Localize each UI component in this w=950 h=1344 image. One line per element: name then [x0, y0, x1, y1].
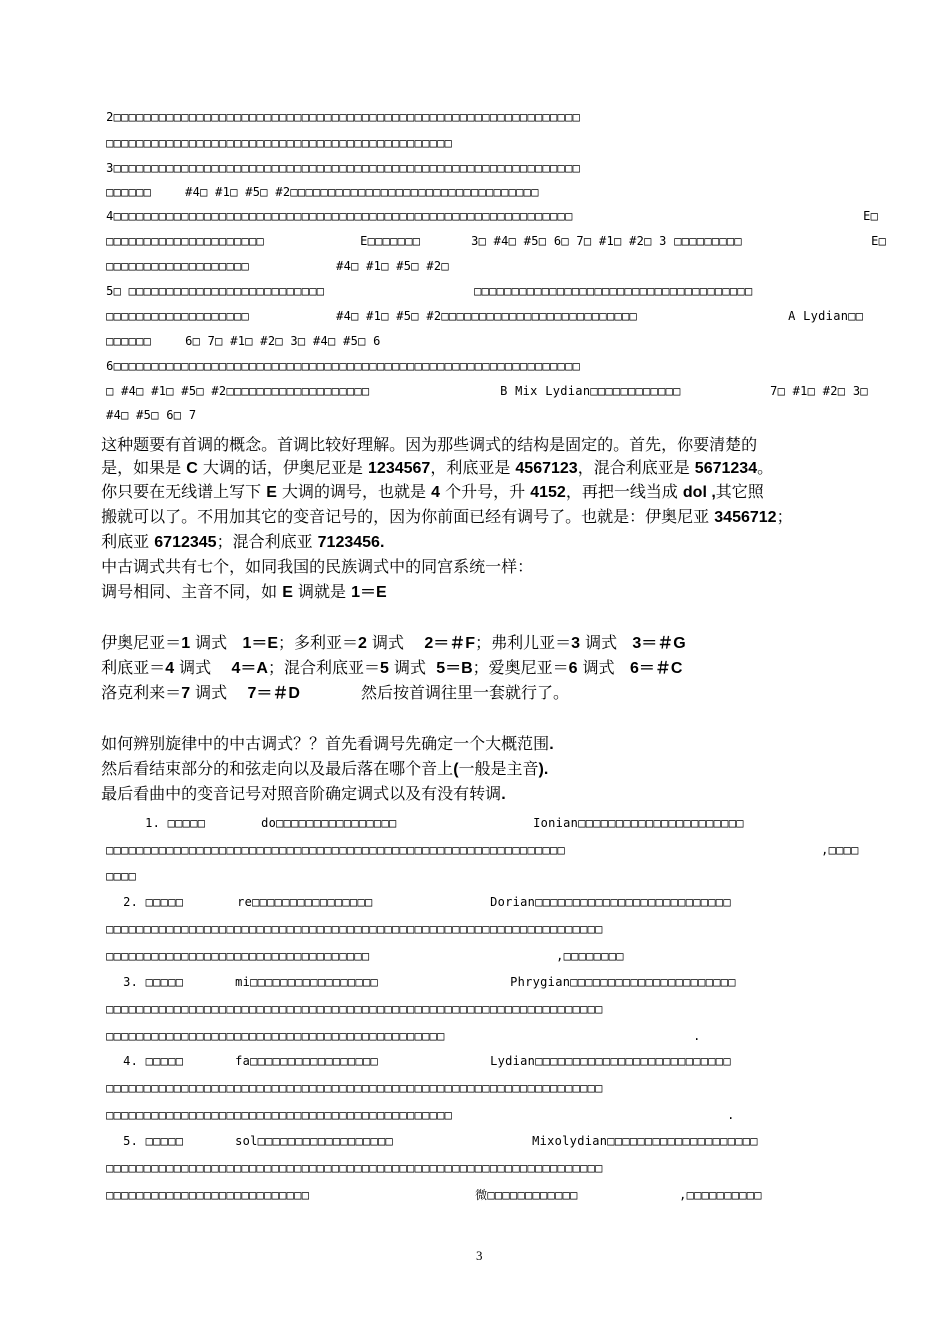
bold-run: . [501, 786, 506, 803]
text-run: 伊奥尼亚＝ [101, 633, 182, 652]
bold-run: 6712345 [154, 534, 217, 551]
text-segment: 5. □□□□□ [123, 1134, 184, 1148]
text-segment: E□ [871, 234, 887, 248]
text-segment: #4□ #1□ #5□ #2□□□□□□□□□□□□□□□□□□□□□□□□□□ [336, 309, 638, 323]
list-line-11 [91, 1067, 603, 1095]
bold-run: 5＝B [436, 660, 473, 677]
text-segment: 6□□□□□□□□□□□□□□□□□□□□□□□□□□□□□□□□□□□□□□□□□□□□□□□□□□□□□□□□□□□□□□ [106, 359, 581, 373]
text-segment: 2. □□□□□ [123, 895, 184, 909]
text-segment: B Mix Lydian□□□□□□□□□□□□ [500, 384, 681, 398]
mode-line-3 [91, 664, 569, 703]
bold-run: 5671234 [694, 460, 758, 477]
list-line-1c [518, 802, 744, 830]
text-segment: re□□□□□□□□□□□□□□□□ [237, 895, 373, 909]
list-line-13b [220, 1120, 393, 1148]
text-segment: □□□□□□□□□□□□□□□□□□□ [106, 309, 250, 323]
text-run: 中古调式共有七个，如同我国的民族调式中的同宫系统一样： [101, 557, 534, 576]
text-segment: □□□□□□□□□□□□□□□□□□□□□□□□□□□□□□□□□□□ [106, 949, 370, 963]
list-line-4b [222, 881, 373, 909]
bold-run: dol , [682, 484, 716, 501]
text-run: ； [776, 507, 793, 526]
garbled-line-6c [456, 220, 742, 248]
text-segment: Dorian□□□□□□□□□□□□□□□□□□□□□□□□□□ [490, 895, 731, 909]
list-line-14 [91, 1147, 603, 1175]
list-line-15b [460, 1174, 578, 1202]
text-run: 然后按首调往里一套就行了。 [300, 683, 570, 702]
text-run: 调式 [577, 658, 630, 677]
text-segment: do□□□□□□□□□□□□□□□□ [261, 816, 397, 830]
list-line-3 [91, 855, 136, 883]
text-run: ；混合利底亚 [216, 532, 318, 551]
text-segment: . [727, 1108, 735, 1122]
list-line-6b [541, 935, 624, 963]
text-segment: #4□ #1□ #5□ #2□□□□□□□□□□□□□□□□□□□□□□□□□□□□□□□□□ [185, 185, 539, 199]
text-segment: Ionian□□□□□□□□□□□□□□□□□□□□□□ [533, 816, 744, 830]
garbled-line-9c [773, 295, 863, 323]
text-segment: □□□□□□□□□□□□□□□□□□□□□□□□□□□□□□□□□□□□□□□□□□□□□□□□□□□□□□□□□□□□□ [106, 843, 566, 857]
text-segment: 5□ □□□□□□□□□□□□□□□□□□□□□□□□□□ [106, 284, 325, 298]
text-segment: □□□□□□□□□□□□□□□□□□□□□□□□□□□□□□□□□□□□□□□□□□□□□□□□□□□□□□□□□□□□□□□□□□ [106, 1002, 603, 1016]
bold-run: 3 [571, 635, 580, 652]
text-segment: fa□□□□□□□□□□□□□□□□□ [235, 1054, 379, 1068]
list-line-13c [517, 1120, 758, 1148]
garbled-line-8 [91, 270, 324, 298]
list-line-7b [220, 961, 378, 989]
text-segment: 微□□□□□□□□□□□□ [475, 1188, 578, 1202]
text-run: ；多利亚＝ [278, 633, 359, 652]
text-segment: 3□ #4□ #5□ 6□ 7□ #1□ #2□ 3 □□□□□□□□□ [471, 234, 742, 248]
bold-run: 4 [165, 660, 175, 677]
text-segment: □□□□□□□□□□□□□□□□□□□□□□□□□□□□□□□□□□□□□□□□□□□□□□ [106, 136, 453, 150]
text-segment: □□□□□□□□□□□□□□□□□□□ [106, 259, 250, 273]
list-line-10b [220, 1040, 378, 1068]
text-run: 调式 [190, 633, 243, 652]
text-run: 是，如果是 [101, 458, 187, 477]
list-line-13 [108, 1120, 183, 1148]
bold-run: 4 [431, 484, 441, 501]
bold-run: ). [538, 761, 549, 778]
text-segment: □□□□□□□□□□□□□□□□□□□□□□□□□□□□□□□□□□□□□□□□□□□□□□□□□□□□□□□□□□□□□□□□□□ [106, 1081, 603, 1095]
text-run: 如何辨别旋律中的中古调式？？首先看调号先确定一个大概范围 [101, 734, 550, 753]
list-line-6 [91, 935, 369, 963]
garbled-line-6 [91, 220, 264, 248]
list-line-2 [91, 829, 565, 857]
bold-run: 5 [380, 660, 389, 677]
text-segment: 3. □□□□□ [123, 975, 184, 989]
text-segment: E□□□□□□□ [360, 234, 421, 248]
text-segment: mi□□□□□□□□□□□□□□□□□ [235, 975, 379, 989]
text-segment: □□□□□□□□□□□□□□□□□□□□□□□□□□□□□□□□□□□□□□□□□□□□□□□□□□□□□□□□□□□□□□□□□□ [106, 1161, 603, 1175]
text-segment: 1. □□□□□ [145, 816, 206, 830]
page-number: 3 [476, 1248, 483, 1263]
list-line-15c [664, 1174, 762, 1202]
garbled-line-7b [321, 245, 449, 273]
garbled-line-10 [91, 320, 151, 348]
bold-run: 3＝＃G [632, 635, 686, 652]
bold-run: 7＝＃D [247, 685, 300, 702]
text-run: ；爱奥尼亚＝ [472, 658, 569, 677]
bold-run: 7123456. [317, 534, 385, 551]
list-line-9b [678, 1015, 701, 1043]
text-run: 调式 [174, 658, 232, 677]
list-line-7c [495, 961, 736, 989]
text-segment: #4□ #1□ #5□ #2□ [336, 259, 449, 273]
text-segment: □□□□□□□□□□□□□□□□□□□□□ [106, 234, 265, 248]
bold-run: 3456712 [714, 509, 777, 526]
bold-run: E [266, 484, 277, 501]
garbled-line-9b [321, 295, 637, 323]
bold-run: 1＝E [351, 584, 387, 601]
text-segment: □□□□□□□□□□□□□□□□□□□□□□□□□□□ [106, 1188, 310, 1202]
bold-run: 4＝A [231, 660, 268, 677]
text-run: 利底亚＝ [101, 658, 166, 677]
text-run: ；混合利底亚＝ [268, 658, 381, 677]
list-line-5 [91, 908, 603, 936]
text-segment: □□□□□□□□□□□□□□□□□□□□□□□□□□□□□□□□□□□□□□□□□□□□□□□□□□□□□□□□□□□□□□□□□□ [106, 922, 603, 936]
list-line-10c [475, 1040, 731, 1068]
text-segment: A Lydian□□ [788, 309, 864, 323]
garbled-line-6b [345, 220, 420, 248]
text-segment: 2□□□□□□□□□□□□□□□□□□□□□□□□□□□□□□□□□□□□□□□□□□□□□□□□□□□□□□□□□□□□□□ [106, 110, 581, 124]
bold-run: 6＝＃C [629, 660, 683, 677]
text-segment: 7□ #1□ #2□ 3□ [770, 384, 868, 398]
garbled-line-8b [459, 270, 752, 298]
text-run: ；弗利儿亚＝ [475, 633, 572, 652]
garbled-line-5 [91, 195, 573, 223]
text-run: 。 [757, 458, 774, 477]
bold-run: C [186, 460, 198, 477]
bold-run: 1＝E [242, 635, 279, 652]
text-run: 大调的话，伊奥尼亚是 [197, 458, 369, 477]
text-run: 你只要在无线谱上写下 [101, 482, 267, 501]
text-run: ，再把一线当成 [565, 482, 683, 501]
text-segment: Phrygian□□□□□□□□□□□□□□□□□□□□□□ [510, 975, 736, 989]
text-segment: Lydian□□□□□□□□□□□□□□□□□□□□□□□□□□ [490, 1054, 731, 1068]
bold-run: 2 [358, 635, 367, 652]
bold-run: ( [453, 761, 459, 778]
text-run: 大调的调号，也就是 [276, 482, 432, 501]
bold-run: 1234567 [368, 460, 431, 477]
text-segment: ,□□□□□□□□□□ [679, 1188, 762, 1202]
text-run: 调式 [190, 683, 248, 702]
bold-run: . [549, 736, 554, 753]
list-line-1 [130, 802, 205, 830]
text-segment: □ #4□ #1□ #5□ #2□□□□□□□□□□□□□□□□□□□ [106, 384, 370, 398]
text-segment: □□□□□□□□□□□□□□□□□□□□□□□□□□□□□□□□□□□□□□□□□□□□□□ [106, 1108, 453, 1122]
text-run: 其它照 [715, 482, 764, 501]
text-segment: 4. □□□□□ [123, 1054, 184, 1068]
bold-run: 4567123 [515, 460, 578, 477]
text-run: 个升号，升 [440, 482, 531, 501]
text-run: 调号相同、主音不同，如 [101, 582, 283, 601]
text-segment: 6□ 7□ #1□ #2□ 3□ #4□ #5□ 6 [185, 334, 381, 348]
text-run: 最后看曲中的变音记号对照音阶确定调式以及有没有转调 [101, 784, 502, 803]
bold-run: 4152 [530, 484, 566, 501]
text-segment: E□ [863, 209, 879, 223]
bold-run: 6 [568, 660, 578, 677]
text-segment: □□□□□□□□□□□□□□□□□□□□□□□□□□□□□□□□□□□□□□□□□□□□□ [106, 1029, 445, 1043]
text-run: 调式 [580, 633, 633, 652]
list-line-12 [91, 1094, 452, 1122]
garbled-line-12c [755, 370, 868, 398]
text-segment: □□□□ [106, 869, 137, 883]
text-segment: 4□□□□□□□□□□□□□□□□□□□□□□□□□□□□□□□□□□□□□□□□□□□□□□□□□□□□□□□□□□□□□ [106, 209, 573, 223]
text-run: ，混合利底亚是 [577, 458, 695, 477]
list-line-4c [475, 881, 731, 909]
bold-run: E [282, 584, 293, 601]
text-run: 然后看结束部分的和弦走向以及最后落在哪个音上 [101, 759, 454, 778]
text-segment: □□□□□□ [106, 185, 152, 199]
text-segment: sol□□□□□□□□□□□□□□□□□□ [235, 1134, 394, 1148]
list-line-15 [91, 1174, 309, 1202]
list-line-7 [108, 961, 183, 989]
garbled-line-7 [91, 245, 249, 273]
text-segment: □□□□□□ [106, 334, 152, 348]
text-run: 调式 [388, 658, 437, 677]
garbled-line-5b [848, 195, 878, 223]
garbled-line-6d [856, 220, 886, 248]
text-run: 利底亚 [101, 532, 155, 551]
garbled-line-12b [485, 370, 681, 398]
text-run: 一般是主音 [458, 759, 539, 778]
garbled-line-1 [91, 96, 580, 124]
text-segment: ,□□□□ [821, 843, 859, 857]
list-line-8 [91, 988, 603, 1016]
garbled-line-11 [91, 345, 580, 373]
text-segment: #4□ #5□ 6□ 7 [106, 408, 197, 422]
text-run: 这种题要有首调的概念。首调比较好理解。因为那些调式的结构是固定的。首先，你要清楚的 [101, 435, 758, 454]
text-segment: □□□□□□□□□□□□□□□□□□□□□□□□□□□□□□□□□□□□□ [474, 284, 753, 298]
list-line-1b [246, 802, 397, 830]
text-segment: . [693, 1029, 701, 1043]
text-run: ，利底亚是 [430, 458, 516, 477]
list-line-9 [91, 1015, 445, 1043]
text-segment: Mixolydian□□□□□□□□□□□□□□□□□□□□ [532, 1134, 758, 1148]
list-line-4 [108, 881, 183, 909]
bold-run: 7 [181, 685, 191, 702]
bold-run: 1 [181, 635, 191, 652]
text-run: 搬就可以了。不用加其它的变音记号的，因为你前面已经有调号了。也就是：伊奥尼亚 [101, 507, 715, 526]
paragraph-line-7 [91, 563, 387, 602]
list-line-10 [108, 1040, 183, 1068]
text-run: 调式 [366, 633, 425, 652]
bold-run: 2＝＃F [424, 635, 476, 652]
text-segment: 3□□□□□□□□□□□□□□□□□□□□□□□□□□□□□□□□□□□□□□□□□□□□□□□□□□□□□□□□□□□□□□ [106, 161, 581, 175]
list-line-2b [806, 829, 859, 857]
garbled-line-2 [91, 122, 452, 150]
list-line-12b [712, 1094, 735, 1122]
text-run: 洛克利来＝ [101, 683, 182, 702]
garbled-line-9 [91, 295, 249, 323]
question-line-3 [91, 765, 506, 804]
text-run: 调就是 [292, 582, 352, 601]
text-segment: ,□□□□□□□□ [556, 949, 624, 963]
garbled-line-10b [170, 320, 381, 348]
